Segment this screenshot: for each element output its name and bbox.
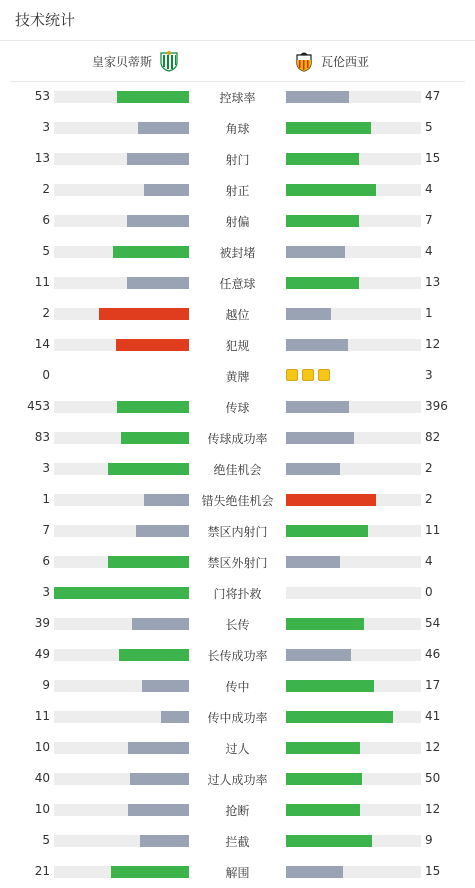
away-stat-value: 4	[425, 244, 433, 258]
home-stat-value: 3	[42, 120, 50, 134]
stat-row	[0, 763, 475, 794]
away-stat-value: 12	[425, 740, 441, 754]
stat-row	[0, 391, 475, 422]
home-stat-bar-track	[54, 246, 189, 258]
away-stat-bar	[286, 215, 359, 227]
home-stat-bar	[132, 618, 189, 630]
yellow-card-icon	[302, 369, 314, 381]
away-stat-bar-track	[286, 91, 421, 103]
stat-row	[0, 298, 475, 329]
home-stat-bar	[144, 184, 189, 196]
away-stat-value: 12	[425, 802, 441, 816]
home-stat-bar-track	[54, 91, 189, 103]
home-stat-value: 7	[42, 523, 50, 537]
stat-label: 长传	[225, 618, 250, 632]
away-stat-bar-track	[286, 804, 421, 816]
away-stat-value: 46	[425, 647, 441, 661]
stat-row	[0, 236, 475, 267]
home-stat-bar-track	[54, 556, 189, 568]
stat-label: 禁区外射门	[207, 556, 268, 570]
stat-row	[0, 608, 475, 639]
home-stat-bar-track	[54, 494, 189, 506]
away-stat-value: 9	[425, 833, 433, 847]
stat-row	[0, 81, 475, 112]
stat-label: 传球成功率	[207, 432, 268, 446]
away-stat-bar-track	[286, 401, 421, 413]
away-stat-value: 0	[425, 585, 433, 599]
home-stat-value: 3	[42, 461, 50, 475]
stat-row	[0, 546, 475, 577]
away-stat-bar	[286, 463, 340, 475]
home-stat-bar-track	[54, 339, 189, 351]
home-stat-bar-track	[54, 742, 189, 754]
home-stat-bar-track	[54, 804, 189, 816]
away-stat-bar-track	[286, 153, 421, 165]
stat-label: 解围	[225, 866, 250, 880]
away-stat-bar-track	[286, 339, 421, 351]
stats-list	[0, 81, 475, 887]
home-stat-bar-track	[54, 401, 189, 413]
stat-row	[0, 825, 475, 856]
away-stat-value: 5	[425, 120, 433, 134]
home-stat-bar	[108, 556, 189, 568]
home-stat-bar	[111, 866, 189, 878]
home-stat-value: 2	[42, 306, 50, 320]
home-stat-bar	[54, 587, 189, 599]
stat-label: 传球	[225, 401, 250, 415]
away-stat-bar-track	[286, 432, 421, 444]
stat-label: 射门	[225, 153, 250, 167]
home-stat-value: 9	[42, 678, 50, 692]
away-stat-value: 2	[425, 461, 433, 475]
home-stat-bar	[99, 308, 189, 320]
stat-label: 传中成功率	[207, 711, 268, 725]
home-stat-bar-track	[54, 122, 189, 134]
home-stat-bar	[127, 277, 189, 289]
stat-row	[0, 794, 475, 825]
home-stat-value: 39	[34, 616, 50, 630]
away-stat-bar-track	[286, 556, 421, 568]
away-stat-value: 47	[425, 89, 441, 103]
home-stat-value: 83	[34, 430, 50, 444]
away-stat-value: 1	[425, 306, 433, 320]
stat-label: 抢断	[225, 804, 250, 818]
stat-label: 任意球	[219, 277, 256, 291]
away-stat-bar-track	[286, 215, 421, 227]
away-stat-value: 3	[425, 368, 433, 382]
stat-label: 禁区内射门	[207, 525, 268, 539]
stat-label: 越位	[225, 308, 250, 322]
away-team[interactable]	[293, 41, 369, 81]
away-stat-bar-track	[286, 711, 421, 723]
home-team[interactable]	[92, 41, 180, 81]
away-stat-value: 12	[425, 337, 441, 351]
away-stat-bar-track	[286, 494, 421, 506]
yellow-card-icon	[318, 369, 330, 381]
stat-label: 黄牌	[225, 370, 250, 384]
away-stat-bar-track	[286, 835, 421, 847]
home-stat-bar	[127, 153, 189, 165]
valencia-crest-icon	[293, 50, 315, 72]
away-stat-bar-track	[286, 122, 421, 134]
home-stat-value: 6	[42, 554, 50, 568]
away-stat-value: 13	[425, 275, 441, 289]
away-stat-value: 82	[425, 430, 441, 444]
away-stat-value: 15	[425, 864, 441, 878]
home-stat-bar-track	[54, 277, 189, 289]
away-stat-value: 54	[425, 616, 441, 630]
away-stat-bar	[286, 525, 368, 537]
home-stat-value: 40	[34, 771, 50, 785]
home-stat-value: 3	[42, 585, 50, 599]
teams-header	[10, 41, 465, 82]
home-stat-bar-track	[54, 525, 189, 537]
away-stat-bar	[286, 494, 376, 506]
away-stat-bar	[286, 711, 393, 723]
home-stat-value: 1	[42, 492, 50, 506]
away-stat-bar-track	[286, 773, 421, 785]
home-stat-bar	[108, 463, 189, 475]
stat-row	[0, 484, 475, 515]
stat-row	[0, 639, 475, 670]
home-stat-bar-track	[54, 184, 189, 196]
home-stat-value: 2	[42, 182, 50, 196]
page-title: 技术统计	[0, 0, 475, 41]
stat-label: 传中	[225, 680, 250, 694]
away-stat-value: 396	[425, 399, 448, 413]
home-stat-bar	[138, 122, 189, 134]
home-stat-bar	[117, 91, 189, 103]
away-stat-bar	[286, 835, 372, 847]
stat-label: 角球	[225, 122, 250, 136]
away-team-name: 瓦伦西亚	[321, 54, 370, 69]
stat-row	[0, 112, 475, 143]
stat-row	[0, 267, 475, 298]
stat-row	[0, 360, 475, 391]
away-stat-value: 4	[425, 182, 433, 196]
home-stat-bar-track	[54, 866, 189, 878]
home-stat-bar	[130, 773, 189, 785]
home-stat-value: 6	[42, 213, 50, 227]
away-stat-bar	[286, 680, 374, 692]
home-stat-bar	[128, 804, 189, 816]
away-stat-bar-track	[286, 742, 421, 754]
home-stat-value: 453	[27, 399, 50, 413]
away-stat-bar	[286, 773, 362, 785]
away-stat-value: 11	[425, 523, 441, 537]
away-stat-bar-track	[286, 680, 421, 692]
stat-row	[0, 701, 475, 732]
home-stat-bar-track	[54, 463, 189, 475]
away-stat-bar-track	[286, 246, 421, 258]
home-stat-bar-track	[54, 773, 189, 785]
stat-label: 犯规	[225, 339, 250, 353]
stat-label: 长传成功率	[207, 649, 268, 663]
stat-label: 门将扑救	[213, 587, 262, 601]
stat-label: 错失绝佳机会	[201, 494, 274, 508]
stat-row	[0, 515, 475, 546]
away-stat-bar	[286, 866, 343, 878]
away-stat-bar	[286, 339, 348, 351]
home-stat-bar-track	[54, 835, 189, 847]
stat-row	[0, 577, 475, 608]
home-stat-value: 5	[42, 244, 50, 258]
home-stat-bar-track	[54, 649, 189, 661]
away-stat-bar	[286, 91, 349, 103]
away-stat-bar	[286, 556, 340, 568]
home-stat-value: 5	[42, 833, 50, 847]
away-stat-bar-track	[286, 277, 421, 289]
home-team-name: 皇家贝蒂斯	[91, 54, 152, 69]
stat-label: 过人	[225, 742, 250, 756]
away-stat-bar-track	[286, 618, 421, 630]
home-stat-bar	[116, 339, 189, 351]
home-stat-bar-track	[54, 618, 189, 630]
home-stat-bar-track	[54, 587, 189, 599]
away-stat-value: 17	[425, 678, 441, 692]
stat-label: 射正	[225, 184, 250, 198]
home-stat-value: 13	[34, 151, 50, 165]
stat-label: 绝佳机会	[213, 463, 262, 477]
stat-row	[0, 856, 475, 887]
away-stat-value: 7	[425, 213, 433, 227]
away-stat-bar	[286, 122, 371, 134]
home-stat-value: 14	[34, 337, 50, 351]
home-stat-bar-track	[54, 308, 189, 320]
home-stat-bar	[140, 835, 189, 847]
away-stat-bar-track	[286, 587, 421, 599]
home-stat-value: 11	[34, 709, 50, 723]
stat-row	[0, 205, 475, 236]
away-stat-bar-track	[286, 866, 421, 878]
away-stat-bar	[286, 184, 376, 196]
away-yellow-cards	[286, 369, 330, 381]
home-stat-bar	[161, 711, 189, 723]
away-stat-bar-track	[286, 184, 421, 196]
away-stat-bar	[286, 742, 360, 754]
away-stat-value: 50	[425, 771, 441, 785]
home-stat-bar	[121, 432, 189, 444]
stat-row	[0, 732, 475, 763]
home-stat-value: 10	[34, 740, 50, 754]
real-betis-crest-icon	[158, 50, 180, 72]
stat-row	[0, 174, 475, 205]
stat-label: 被封堵	[219, 246, 256, 260]
home-stat-value: 0	[42, 368, 50, 382]
away-stat-value: 15	[425, 151, 441, 165]
home-stat-bar	[117, 401, 189, 413]
home-stat-value: 11	[34, 275, 50, 289]
stat-row	[0, 143, 475, 174]
home-stat-bar	[144, 494, 189, 506]
away-stat-value: 41	[425, 709, 441, 723]
away-stat-bar-track	[286, 525, 421, 537]
home-stat-value: 21	[34, 864, 50, 878]
stat-label: 过人成功率	[207, 773, 268, 787]
away-stat-bar-track	[286, 308, 421, 320]
home-stat-bar-track	[54, 711, 189, 723]
home-stat-bar-track	[54, 680, 189, 692]
home-stat-value: 53	[34, 89, 50, 103]
home-stat-bar	[142, 680, 189, 692]
away-stat-value: 2	[425, 492, 433, 506]
away-stat-bar	[286, 246, 345, 258]
home-stat-bar	[128, 742, 189, 754]
away-stat-bar	[286, 804, 360, 816]
home-stat-value: 10	[34, 802, 50, 816]
home-stat-bar	[113, 246, 189, 258]
away-stat-bar-track	[286, 649, 421, 661]
stat-row	[0, 422, 475, 453]
home-stat-value: 49	[34, 647, 50, 661]
away-stat-bar	[286, 401, 349, 413]
stat-label: 射偏	[225, 215, 250, 229]
stat-label: 控球率	[219, 91, 256, 105]
home-stat-bar-track	[54, 432, 189, 444]
away-stat-bar	[286, 618, 364, 630]
away-stat-bar	[286, 153, 359, 165]
away-stat-bar-track	[286, 463, 421, 475]
home-stat-bar-track	[54, 215, 189, 227]
home-stat-bar	[136, 525, 189, 537]
away-stat-value: 4	[425, 554, 433, 568]
stat-label: 拦截	[225, 835, 250, 849]
away-stat-bar	[286, 308, 331, 320]
home-stat-bar	[119, 649, 189, 661]
stat-row	[0, 670, 475, 701]
stat-row	[0, 453, 475, 484]
yellow-card-icon	[286, 369, 298, 381]
away-stat-bar	[286, 277, 359, 289]
away-stat-bar	[286, 649, 351, 661]
stat-row	[0, 329, 475, 360]
home-stat-bar	[127, 215, 189, 227]
home-stat-bar-track	[54, 153, 189, 165]
away-stat-bar	[286, 432, 354, 444]
